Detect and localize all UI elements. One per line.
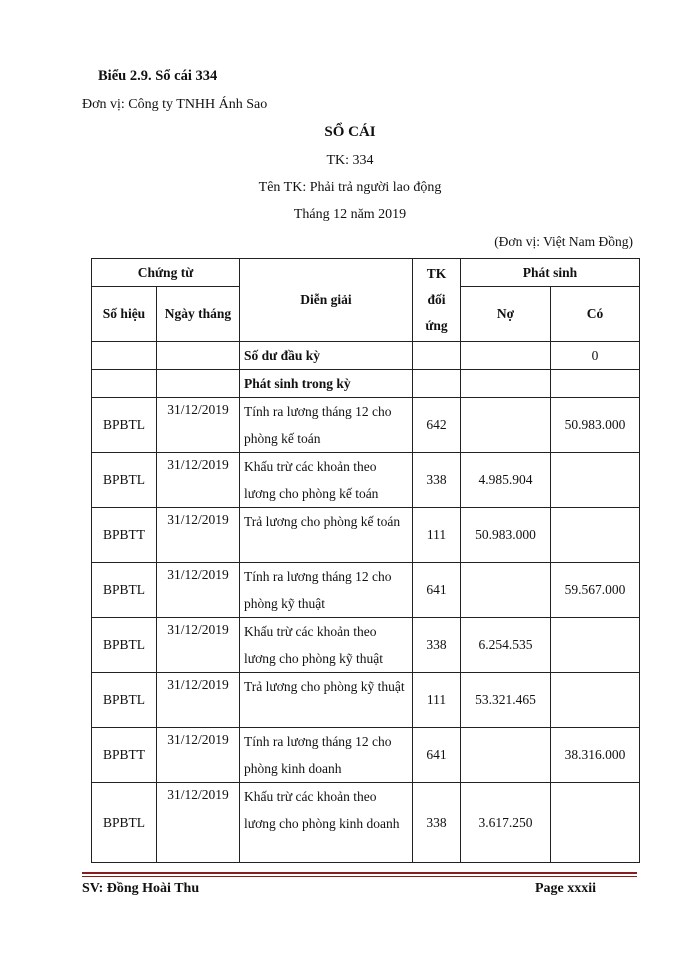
ledger-row [92, 728, 640, 783]
voucher-no-cell: BPBTL [92, 398, 157, 453]
header-tk-counter: TK đối ứng [413, 259, 461, 342]
voucher-no-cell: BPBTL [92, 453, 157, 508]
credit-cell: 59.567.000 [551, 563, 640, 618]
ledger-row [92, 398, 640, 453]
description-cell: Khấu trừ các khoản theo lương cho phòng kế toán [240, 453, 413, 508]
description-cell: Trả lương cho phòng kỹ thuật [240, 673, 413, 728]
description-cell: Tính ra lương tháng 12 cho phòng kế toán [240, 398, 413, 453]
description-cell: Trả lương cho phòng kế toán [240, 508, 413, 563]
header-voucher-no: Số hiệu [92, 287, 157, 342]
page-number: Page xxxii [535, 881, 597, 896]
header-arising: Phát sinh [461, 259, 640, 287]
ledger-row [92, 508, 640, 563]
credit-cell: 38.316.000 [551, 728, 640, 783]
account-number: TK: 334 [326, 153, 374, 168]
tk-counter-cell: 338 [413, 783, 461, 863]
debit-cell: 53.321.465 [461, 673, 551, 728]
credit-cell [551, 783, 640, 863]
ledger-row [92, 783, 640, 863]
voucher-no-cell: BPBTL [92, 618, 157, 673]
header-credit: Có [551, 287, 640, 342]
opening-balance-row [92, 342, 640, 370]
ledger-row [92, 453, 640, 508]
ledger-row [92, 563, 640, 618]
header-voucher: Chứng từ [92, 259, 240, 287]
tk-counter-cell: 111 [413, 673, 461, 728]
ledger-table [91, 258, 640, 863]
opening-balance-credit: 0 [551, 342, 640, 370]
account-name: Tên TK: Phải trả người lao động [258, 180, 442, 195]
credit-cell [551, 673, 640, 728]
description-cell: Tính ra lương tháng 12 cho phòng kỹ thuật [240, 563, 413, 618]
debit-cell: 6.254.535 [461, 618, 551, 673]
voucher-date-cell: 31/12/2019 [157, 508, 240, 563]
ledger-row [92, 673, 640, 728]
debit-cell: 4.985.904 [461, 453, 551, 508]
debit-cell [461, 728, 551, 783]
debit-cell [461, 563, 551, 618]
credit-cell [551, 508, 640, 563]
tk-counter-cell: 338 [413, 453, 461, 508]
credit-cell [551, 618, 640, 673]
period-arising-label: Phát sinh trong kỳ [240, 370, 413, 398]
ledger-row [92, 618, 640, 673]
tk-counter-cell: 642 [413, 398, 461, 453]
tk-counter-cell: 641 [413, 563, 461, 618]
tk-counter-cell: 641 [413, 728, 461, 783]
currency-note: (Đơn vị: Việt Nam Đồng) [494, 234, 633, 249]
voucher-date-cell: 31/12/2019 [157, 398, 240, 453]
period: Tháng 12 năm 2019 [293, 207, 407, 222]
voucher-date-cell: 31/12/2019 [157, 673, 240, 728]
voucher-no-cell: BPBTL [92, 563, 157, 618]
debit-cell: 50.983.000 [461, 508, 551, 563]
voucher-date-cell: 31/12/2019 [157, 783, 240, 863]
voucher-date-cell: 31/12/2019 [157, 618, 240, 673]
voucher-no-cell: BPBTT [92, 508, 157, 563]
voucher-date-cell: 31/12/2019 [157, 728, 240, 783]
period-arising-row [92, 370, 640, 398]
voucher-date-cell: 31/12/2019 [157, 453, 240, 508]
debit-cell [461, 398, 551, 453]
tk-counter-cell: 111 [413, 508, 461, 563]
student-name: SV: Đồng Hoài Thu [82, 881, 200, 896]
footer-divider [82, 872, 637, 874]
voucher-date-cell: 31/12/2019 [157, 563, 240, 618]
credit-cell [551, 453, 640, 508]
credit-cell: 50.983.000 [551, 398, 640, 453]
voucher-no-cell: BPBTL [92, 673, 157, 728]
voucher-no-cell: BPBTL [92, 783, 157, 863]
opening-balance-label: Số dư đầu kỳ [240, 342, 413, 370]
figure-caption: Biểu 2.9. Sổ cái 334 [98, 68, 218, 84]
voucher-no-cell: BPBTT [92, 728, 157, 783]
description-cell: Tính ra lương tháng 12 cho phòng kinh doanh [240, 728, 413, 783]
tk-counter-cell: 338 [413, 618, 461, 673]
footer-divider-thin [82, 876, 637, 877]
header-description: Diễn giải [240, 259, 413, 342]
header-voucher-date: Ngày tháng [157, 287, 240, 342]
description-cell: Khấu trừ các khoản theo lương cho phòng kinh doanh [240, 783, 413, 863]
description-cell: Khấu trừ các khoản theo lương cho phòng kỹ thuật [240, 618, 413, 673]
company-unit: Đơn vị: Công ty TNHH Ánh Sao [82, 97, 268, 112]
debit-cell: 3.617.250 [461, 783, 551, 863]
ledger-title: SỔ CÁI [324, 124, 376, 140]
header-debit: Nợ [461, 287, 551, 342]
